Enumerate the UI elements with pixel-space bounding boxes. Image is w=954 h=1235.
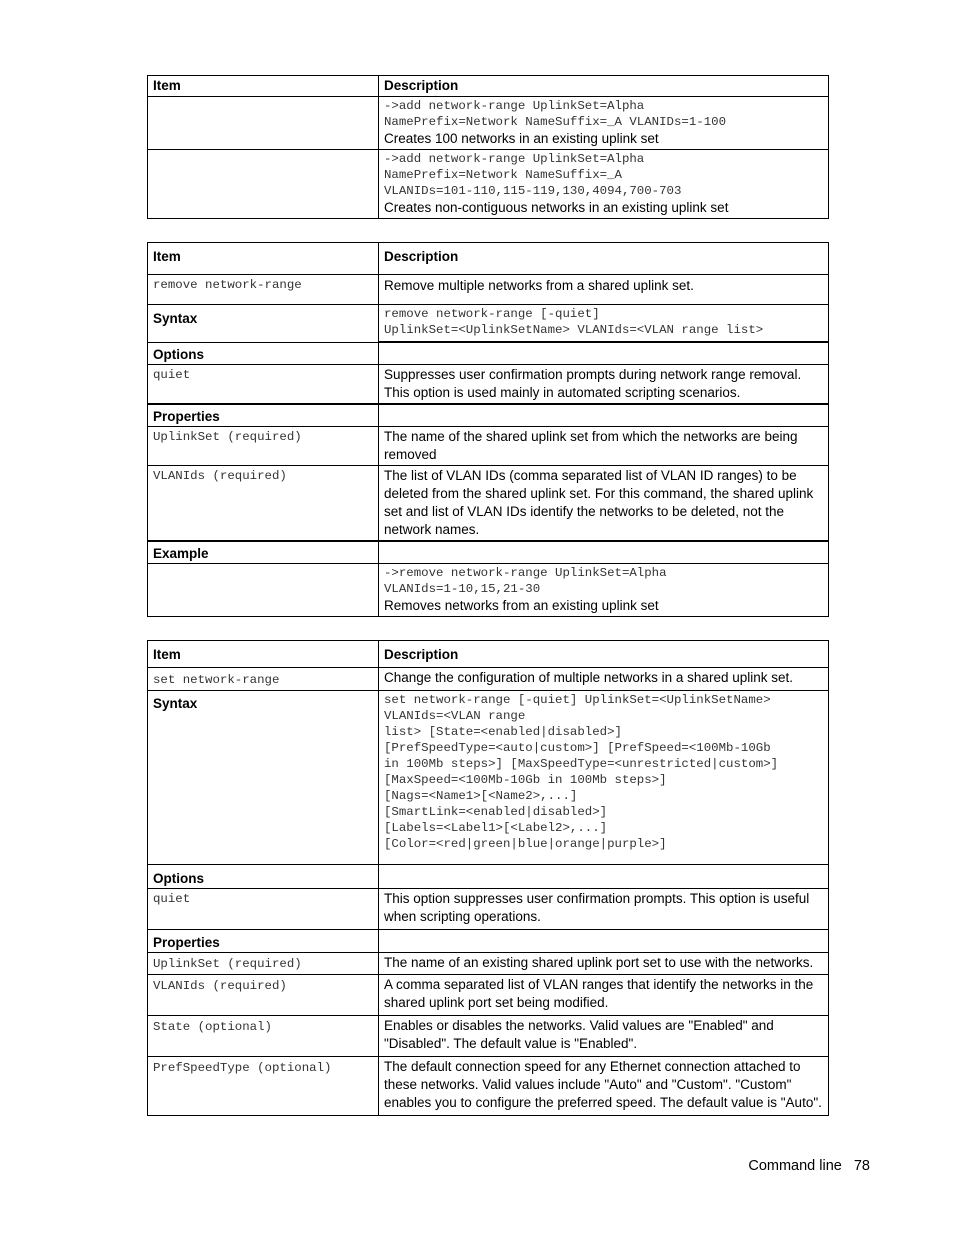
remove-network-range-table <box>147 242 829 617</box>
syntax-code: remove network-range [-quiet] UplinkSet=<UplinkSetName> VLANIds=<VLAN range list> <box>384 307 764 337</box>
description-column-header: Description <box>379 243 829 275</box>
page-number: 78 <box>853 1158 870 1174</box>
description-column-header: Description <box>379 76 829 97</box>
example-label: Example <box>148 541 379 564</box>
property-description: The name of an existing shared uplink port set to use with the networks. <box>379 953 829 975</box>
property-description: The list of VLAN IDs (comma separated list of VLAN ID ranges) to be deleted from the shared uplink set. For this command, the shared uplink set and list of VLAN IDs identify the networks to be deleted, not the network names. <box>379 465 829 541</box>
item-cell <box>148 97 379 150</box>
example-code: ->remove network-range UplinkSet=Alpha VLANIds=1-10,15,21-30 <box>384 565 667 596</box>
example-row <box>148 563 829 616</box>
example-code: ->add network-range UplinkSet=Alpha NamePrefix=Network NameSuffix=_A VLANIDs=1-100 <box>384 99 727 129</box>
description-cell <box>379 97 829 150</box>
item-cell <box>148 150 379 219</box>
command-description: Remove multiple networks from a shared uplink set. <box>379 275 829 305</box>
property-name: UplinkSet (required) <box>148 426 379 465</box>
command-name: remove network-range <box>148 275 379 305</box>
command-description: Change the configuration of multiple networks in a shared uplink set. <box>379 668 829 691</box>
options-section-row <box>148 342 829 364</box>
syntax-code: set network-range [-quiet] UplinkSet=<UplinkSetName> VLANIds=<VLAN range list> [State=<enabled|disabled>] [PrefSpeedType=<auto|custom>] [PrefSpeed=<100Mb-10Gb in 100Mb steps>] [MaxSpeedType=<unrestricted|custom>] [MaxSpeed=<100Mb-10Gb in 100Mb steps>] [Nags=<Name1>[<Name2>,...] [SmartLink=<enabled|disabled>] [Labels=<Label1>[<Label2>,...] [Color=<red|green|blue|orange|purple>] <box>384 693 779 851</box>
add-network-range-examples-table <box>147 75 829 219</box>
property-description: The default connection speed for any Ethernet connection attached to these networks. Valid values include "Auto" and "Custom". "Custom" enables you to configure the preferred speed. The default value is "Auto". <box>379 1057 829 1116</box>
page-footer <box>736 1158 870 1174</box>
example-caption: Removes networks from an existing uplink set <box>384 597 659 613</box>
syntax-row <box>148 305 829 343</box>
item-column-header: Item <box>148 76 379 97</box>
property-row <box>148 426 829 465</box>
properties-label: Properties <box>148 404 379 427</box>
set-network-range-table <box>147 640 829 1116</box>
property-row <box>148 953 829 975</box>
option-name: quiet <box>148 889 379 930</box>
property-name: VLANIds (required) <box>148 465 379 541</box>
example-code: ->add network-range UplinkSet=Alpha NamePrefix=Network NameSuffix=_A VLANIDs=101-110,115-119,130,4094,700-703 <box>384 152 682 198</box>
command-name: set network-range <box>148 668 379 691</box>
footer-section-title: Command line <box>748 1158 842 1174</box>
property-name: PrefSpeedType (optional) <box>148 1057 379 1116</box>
options-label: Options <box>148 342 379 364</box>
example-caption: Creates non-contiguous networks in an existing uplink set <box>384 200 729 215</box>
table-header-row <box>148 641 829 668</box>
example-cell <box>379 563 829 616</box>
example-section-row <box>148 541 829 564</box>
property-row <box>148 975 829 1016</box>
description-column-header: Description <box>379 641 829 668</box>
example-caption: Creates 100 networks in an existing uplink set <box>384 131 659 146</box>
properties-label: Properties <box>148 930 379 953</box>
options-label: Options <box>148 865 379 889</box>
option-row <box>148 364 829 404</box>
empty-cell <box>379 404 829 427</box>
example-row <box>148 97 829 150</box>
example-row <box>148 150 829 219</box>
property-row <box>148 1016 829 1057</box>
syntax-label: Syntax <box>148 305 379 343</box>
empty-cell <box>379 342 829 364</box>
table-header-row <box>148 243 829 275</box>
property-description: A comma separated list of VLAN ranges that identify the networks in the shared uplink port set being modified. <box>379 975 829 1016</box>
option-row <box>148 889 829 930</box>
item-column-header: Item <box>148 641 379 668</box>
syntax-cell <box>379 305 829 343</box>
empty-cell <box>379 541 829 564</box>
property-description: Enables or disables the networks. Valid values are "Enabled" and "Disabled". The default value is "Enabled". <box>379 1016 829 1057</box>
command-row <box>148 275 829 305</box>
syntax-label: Syntax <box>148 691 379 865</box>
empty-cell <box>379 930 829 953</box>
property-row <box>148 1057 829 1116</box>
table-header-row <box>148 76 829 97</box>
options-section-row <box>148 865 829 889</box>
properties-section-row <box>148 404 829 427</box>
description-cell <box>379 150 829 219</box>
property-row <box>148 465 829 541</box>
option-name: quiet <box>148 364 379 404</box>
property-name: UplinkSet (required) <box>148 953 379 975</box>
syntax-row <box>148 691 829 865</box>
property-name: State (optional) <box>148 1016 379 1057</box>
empty-cell <box>148 563 379 616</box>
item-column-header: Item <box>148 243 379 275</box>
option-description: This option suppresses user confirmation prompts. This option is useful when scripting operations. <box>379 889 829 930</box>
property-name: VLANIds (required) <box>148 975 379 1016</box>
command-row <box>148 668 829 691</box>
properties-section-row <box>148 930 829 953</box>
option-description: Suppresses user confirmation prompts during network range removal. This option is used mainly in automated scripting scenarios. <box>379 364 829 404</box>
empty-cell <box>379 865 829 889</box>
syntax-cell <box>379 691 829 865</box>
property-description: The name of the shared uplink set from which the networks are being removed <box>379 426 829 465</box>
